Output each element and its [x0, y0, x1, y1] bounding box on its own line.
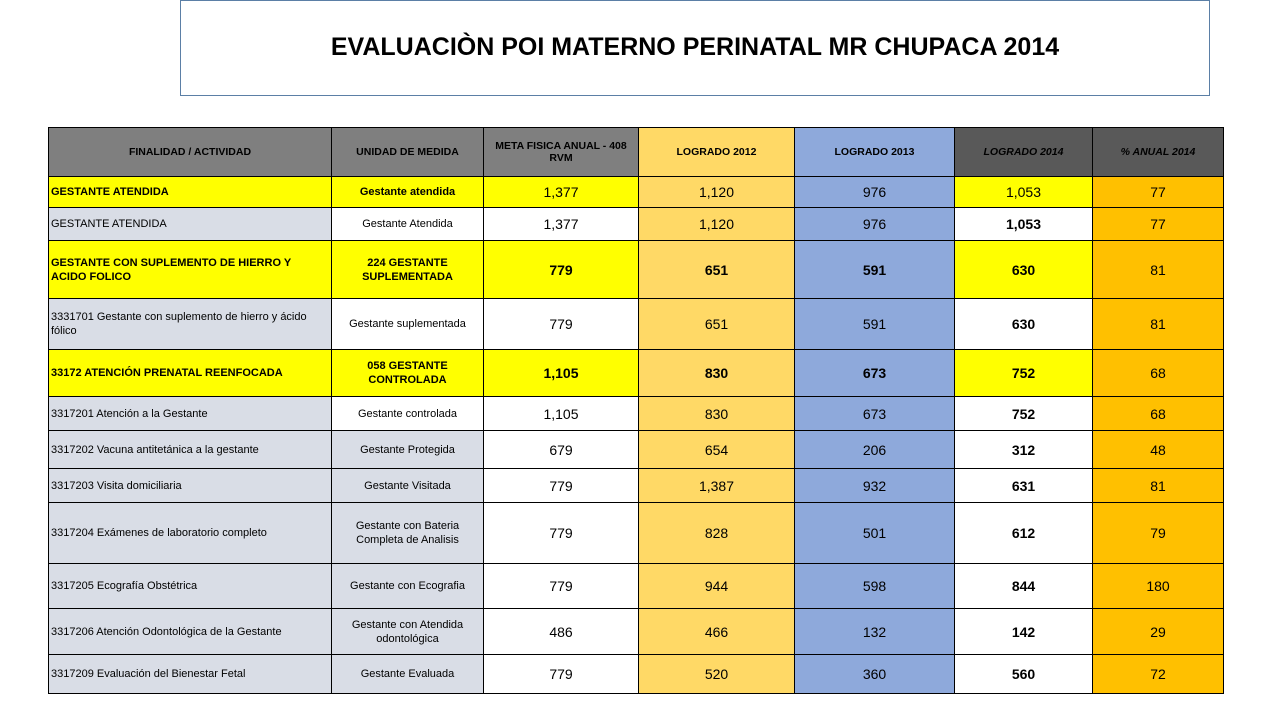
cell-logrado-2014: 1,053 [955, 208, 1093, 241]
cell-meta: 779 [484, 503, 639, 564]
table-row [49, 503, 1224, 564]
table-row [49, 397, 1224, 431]
cell-logrado-2013: 673 [795, 397, 955, 431]
cell-finalidad: 3317203 Visita domiciliaria [49, 469, 332, 503]
cell-meta: 779 [484, 241, 639, 299]
cell-unidad: Gestante Protegida [332, 431, 484, 469]
cell-logrado-2014: 630 [955, 241, 1093, 299]
header-meta-line2: RVM [549, 152, 573, 164]
cell-unidad: 058 GESTANTE CONTROLADA [332, 350, 484, 397]
cell-finalidad: 3317209 Evaluación del Bienestar Fetal [49, 655, 332, 694]
cell-meta: 679 [484, 431, 639, 469]
cell-logrado-2012: 1,120 [639, 208, 795, 241]
table-row [49, 431, 1224, 469]
cell-pct-anual: 180 [1093, 564, 1224, 609]
cell-logrado-2014: 631 [955, 469, 1093, 503]
cell-finalidad: 3317205 Ecografía Obstétrica [49, 564, 332, 609]
cell-logrado-2012: 830 [639, 397, 795, 431]
cell-unidad: Gestante controlada [332, 397, 484, 431]
cell-pct-anual: 77 [1093, 177, 1224, 208]
cell-meta: 1,377 [484, 177, 639, 208]
header-row [49, 128, 1224, 177]
cell-pct-anual: 81 [1093, 299, 1224, 350]
cell-finalidad: 3317206 Atención Odontológica de la Gestante [49, 609, 332, 655]
header-logrado-2012: LOGRADO 2012 [639, 128, 795, 177]
cell-meta: 1,105 [484, 350, 639, 397]
cell-meta: 779 [484, 469, 639, 503]
cell-logrado-2013: 976 [795, 208, 955, 241]
cell-finalidad: 3317201 Atención a la Gestante [49, 397, 332, 431]
cell-pct-anual: 77 [1093, 208, 1224, 241]
cell-meta: 779 [484, 655, 639, 694]
cell-pct-anual: 72 [1093, 655, 1224, 694]
cell-logrado-2014: 612 [955, 503, 1093, 564]
cell-pct-anual: 48 [1093, 431, 1224, 469]
cell-logrado-2014: 752 [955, 350, 1093, 397]
cell-unidad: Gestante Evaluada [332, 655, 484, 694]
header-pct-anual: % ANUAL 2014 [1093, 128, 1224, 177]
header-unidad: UNIDAD DE MEDIDA [332, 128, 484, 177]
cell-logrado-2012: 520 [639, 655, 795, 694]
cell-logrado-2013: 591 [795, 241, 955, 299]
cell-finalidad: GESTANTE ATENDIDA [49, 208, 332, 241]
cell-unidad: Gestante atendida [332, 177, 484, 208]
header-finalidad: FINALIDAD / ACTIVIDAD [49, 128, 332, 177]
table-row [49, 208, 1224, 241]
cell-meta: 779 [484, 299, 639, 350]
cell-logrado-2012: 466 [639, 609, 795, 655]
cell-unidad: Gestante suplementada [332, 299, 484, 350]
cell-logrado-2014: 1,053 [955, 177, 1093, 208]
cell-logrado-2013: 501 [795, 503, 955, 564]
header-meta-line1: META FISICA ANUAL - 408 [495, 140, 627, 152]
cell-logrado-2014: 560 [955, 655, 1093, 694]
cell-logrado-2013: 360 [795, 655, 955, 694]
cell-logrado-2013: 673 [795, 350, 955, 397]
table-row [49, 350, 1224, 397]
cell-logrado-2012: 944 [639, 564, 795, 609]
cell-logrado-2012: 830 [639, 350, 795, 397]
header-logrado-2014: LOGRADO 2014 [955, 128, 1093, 177]
cell-logrado-2012: 1,387 [639, 469, 795, 503]
cell-finalidad: 3331701 Gestante con suplemento de hierro y ácido fólico [49, 299, 332, 350]
cell-logrado-2013: 206 [795, 431, 955, 469]
cell-unidad: Gestante con Bateria Completa de Analisis [332, 503, 484, 564]
cell-logrado-2013: 132 [795, 609, 955, 655]
cell-logrado-2014: 312 [955, 431, 1093, 469]
cell-finalidad: GESTANTE ATENDIDA [49, 177, 332, 208]
page-title: EVALUACIÒN POI MATERNO PERINATAL MR CHUPACA 2014 [330, 33, 1060, 61]
header-logrado-2013: LOGRADO 2013 [795, 128, 955, 177]
cell-pct-anual: 68 [1093, 397, 1224, 431]
cell-pct-anual: 29 [1093, 609, 1224, 655]
table-row [49, 564, 1224, 609]
cell-logrado-2013: 932 [795, 469, 955, 503]
cell-unidad: Gestante Visitada [332, 469, 484, 503]
title-box [180, 0, 1210, 96]
cell-pct-anual: 81 [1093, 241, 1224, 299]
cell-finalidad: 3317204 Exámenes de laboratorio completo [49, 503, 332, 564]
table-row [49, 655, 1224, 694]
cell-unidad: Gestante con Atendida odontológica [332, 609, 484, 655]
cell-pct-anual: 68 [1093, 350, 1224, 397]
table-row [49, 177, 1224, 208]
cell-logrado-2012: 654 [639, 431, 795, 469]
cell-pct-anual: 79 [1093, 503, 1224, 564]
cell-meta: 779 [484, 564, 639, 609]
cell-logrado-2014: 752 [955, 397, 1093, 431]
cell-unidad: Gestante Atendida [332, 208, 484, 241]
cell-logrado-2014: 844 [955, 564, 1093, 609]
cell-logrado-2012: 1,120 [639, 177, 795, 208]
poi-table [48, 127, 1224, 694]
table-row [49, 241, 1224, 299]
cell-meta: 486 [484, 609, 639, 655]
cell-finalidad: 3317202 Vacuna antitetánica a la gestante [49, 431, 332, 469]
table-row [49, 469, 1224, 503]
cell-logrado-2013: 598 [795, 564, 955, 609]
cell-meta: 1,105 [484, 397, 639, 431]
table-row [49, 299, 1224, 350]
cell-logrado-2014: 630 [955, 299, 1093, 350]
table-row [49, 609, 1224, 655]
cell-logrado-2012: 828 [639, 503, 795, 564]
cell-logrado-2012: 651 [639, 241, 795, 299]
cell-finalidad: 33172 ATENCIÓN PRENATAL REENFOCADA [49, 350, 332, 397]
cell-meta: 1,377 [484, 208, 639, 241]
cell-unidad: Gestante con Ecografia [332, 564, 484, 609]
cell-pct-anual: 81 [1093, 469, 1224, 503]
cell-logrado-2012: 651 [639, 299, 795, 350]
cell-logrado-2013: 976 [795, 177, 955, 208]
header-meta [484, 128, 639, 177]
cell-logrado-2014: 142 [955, 609, 1093, 655]
cell-logrado-2013: 591 [795, 299, 955, 350]
cell-unidad: 224 GESTANTE SUPLEMENTADA [332, 241, 484, 299]
cell-finalidad: GESTANTE CON SUPLEMENTO DE HIERRO Y ACIDO FOLICO [49, 241, 332, 299]
